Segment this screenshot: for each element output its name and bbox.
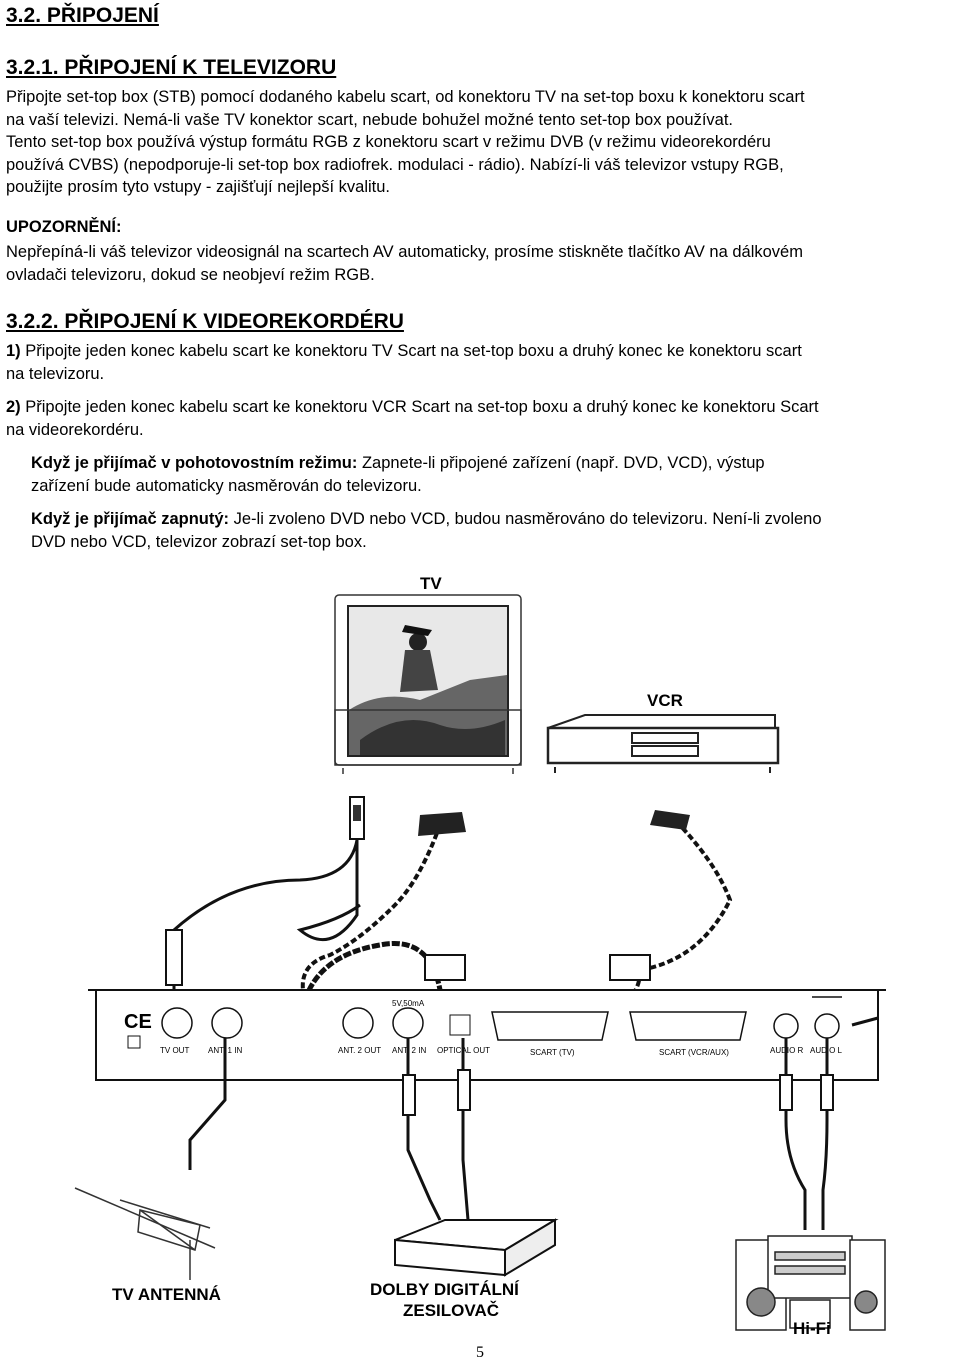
connection-diagram [0, 560, 960, 1340]
tv-label: TV [420, 574, 442, 593]
warning-title: UPOZORNĚNÍ: [6, 218, 122, 236]
tv-illustration [335, 595, 521, 774]
intro-line: Tento set-top box používá výstup formátu RGB z konektoru scart v režimu DVB (v režimu videorekordéru [6, 133, 771, 152]
vcr-illustration [548, 715, 778, 773]
antenna-label: TV ANTENNÁ [112, 1285, 221, 1304]
intro-line: na vaší televizi. Nemá-li vaše TV konektor scart, nebude bohužel možné tento set-top box používat. [6, 110, 733, 129]
hifi-label: Hi-Fi [793, 1319, 831, 1338]
note-text: zařízení bude automaticky nasměrován do televizoru. [31, 476, 422, 495]
amp-label-line-2: ZESILOVAČ [403, 1301, 500, 1320]
intro-paragraph [6, 86, 954, 199]
intro-line: Připojte set-top box (STB) pomocí dodaného kabelu scart, od konektoru TV na set-top boxu k konektoru scart [6, 88, 805, 106]
step-text: na televizoru. [6, 364, 105, 383]
port-label: SCART (TV) [530, 1048, 575, 1057]
port-label: AUDIO L [810, 1046, 843, 1055]
port-label: AUDIO R [770, 1046, 804, 1055]
port-label: ANT. 2 OUT [338, 1046, 382, 1055]
note-text: Je-li zvoleno DVD nebo VCD, budou nasměrováno do televizoru. Není-li zvoleno [229, 510, 822, 528]
port-label: TV OUT [160, 1046, 190, 1055]
scart-cables [300, 815, 730, 1000]
ce-mark-icon: CE [124, 1011, 152, 1033]
tv-antenna-icon [75, 1188, 215, 1280]
vcr-connection-heading: 3.2.2. PŘIPOJENÍ K VIDEOREKORDÉRU [6, 310, 404, 333]
warning-line: ovladači televizoru, dokud se neobjeví režim RGB. [6, 265, 375, 284]
dolby-amplifier-illustration [395, 1220, 555, 1275]
intro-line: používá CVBS) (nepodporuje-li set-top box radiofrek. modulaci - rádio). Nabízí-li váš televizor vstupy RGB, [6, 155, 784, 174]
stb-rear-panel [88, 990, 886, 1080]
vcr-label: VCR [647, 691, 683, 710]
page-number: 5 [476, 1344, 484, 1361]
warning-line: Nepřepíná-li váš televizor videosignál na scartech AV automaticky, prosíme stiskněte tlačítko AV na dálkovém [6, 243, 803, 261]
note-text: Zapnete-li připojené zařízení (např. DVD, VCD), výstup [357, 454, 765, 472]
hifi-illustration [736, 1236, 885, 1330]
step-1 [6, 340, 954, 385]
section-heading: 3.2. PŘIPOJENÍ [6, 4, 159, 27]
note-text: DVD nebo VCD, televizor zobrazí set-top box. [31, 532, 367, 551]
port-label: OPTICAL OUT [437, 1046, 491, 1055]
port-label: ANT. 1 IN [208, 1046, 243, 1055]
step-text: na videorekordéru. [6, 420, 144, 439]
tv-rf-plug [166, 797, 364, 1000]
step-text: Připojte jeden konec kabelu scart ke konektoru VCR Scart na set-top boxu a druhý konec ke konektoru Scart [20, 398, 819, 416]
tv-connection-heading: 3.2.1. PŘIPOJENÍ K TELEVIZORU [6, 56, 337, 79]
note-bold: Když je přijímač zapnutý: [31, 510, 230, 528]
warning-paragraph [6, 241, 954, 286]
step-number: 2) [6, 398, 21, 416]
port-label: ANT. 2 IN [392, 1046, 427, 1055]
power-label: 5V,50mA [392, 999, 425, 1008]
note-on [31, 508, 959, 553]
step-number: 1) [6, 342, 21, 360]
scart-plugs [418, 810, 690, 980]
step-text: Připojte jeden konec kabelu scart ke konektoru TV Scart na set-top boxu a druhý konec ke konektoru scart [20, 342, 802, 360]
step-2 [6, 396, 954, 441]
intro-line: použijte prosím tyto vstupy - zajišťují nejlepší kvalitu. [6, 178, 391, 197]
port-label: SCART (VCR/AUX) [659, 1048, 729, 1057]
amp-label-line-1: DOLBY DIGITÁLNÍ [370, 1280, 519, 1299]
note-bold: Když je přijímač v pohotovostním režimu: [31, 454, 358, 472]
note-standby [31, 452, 959, 497]
